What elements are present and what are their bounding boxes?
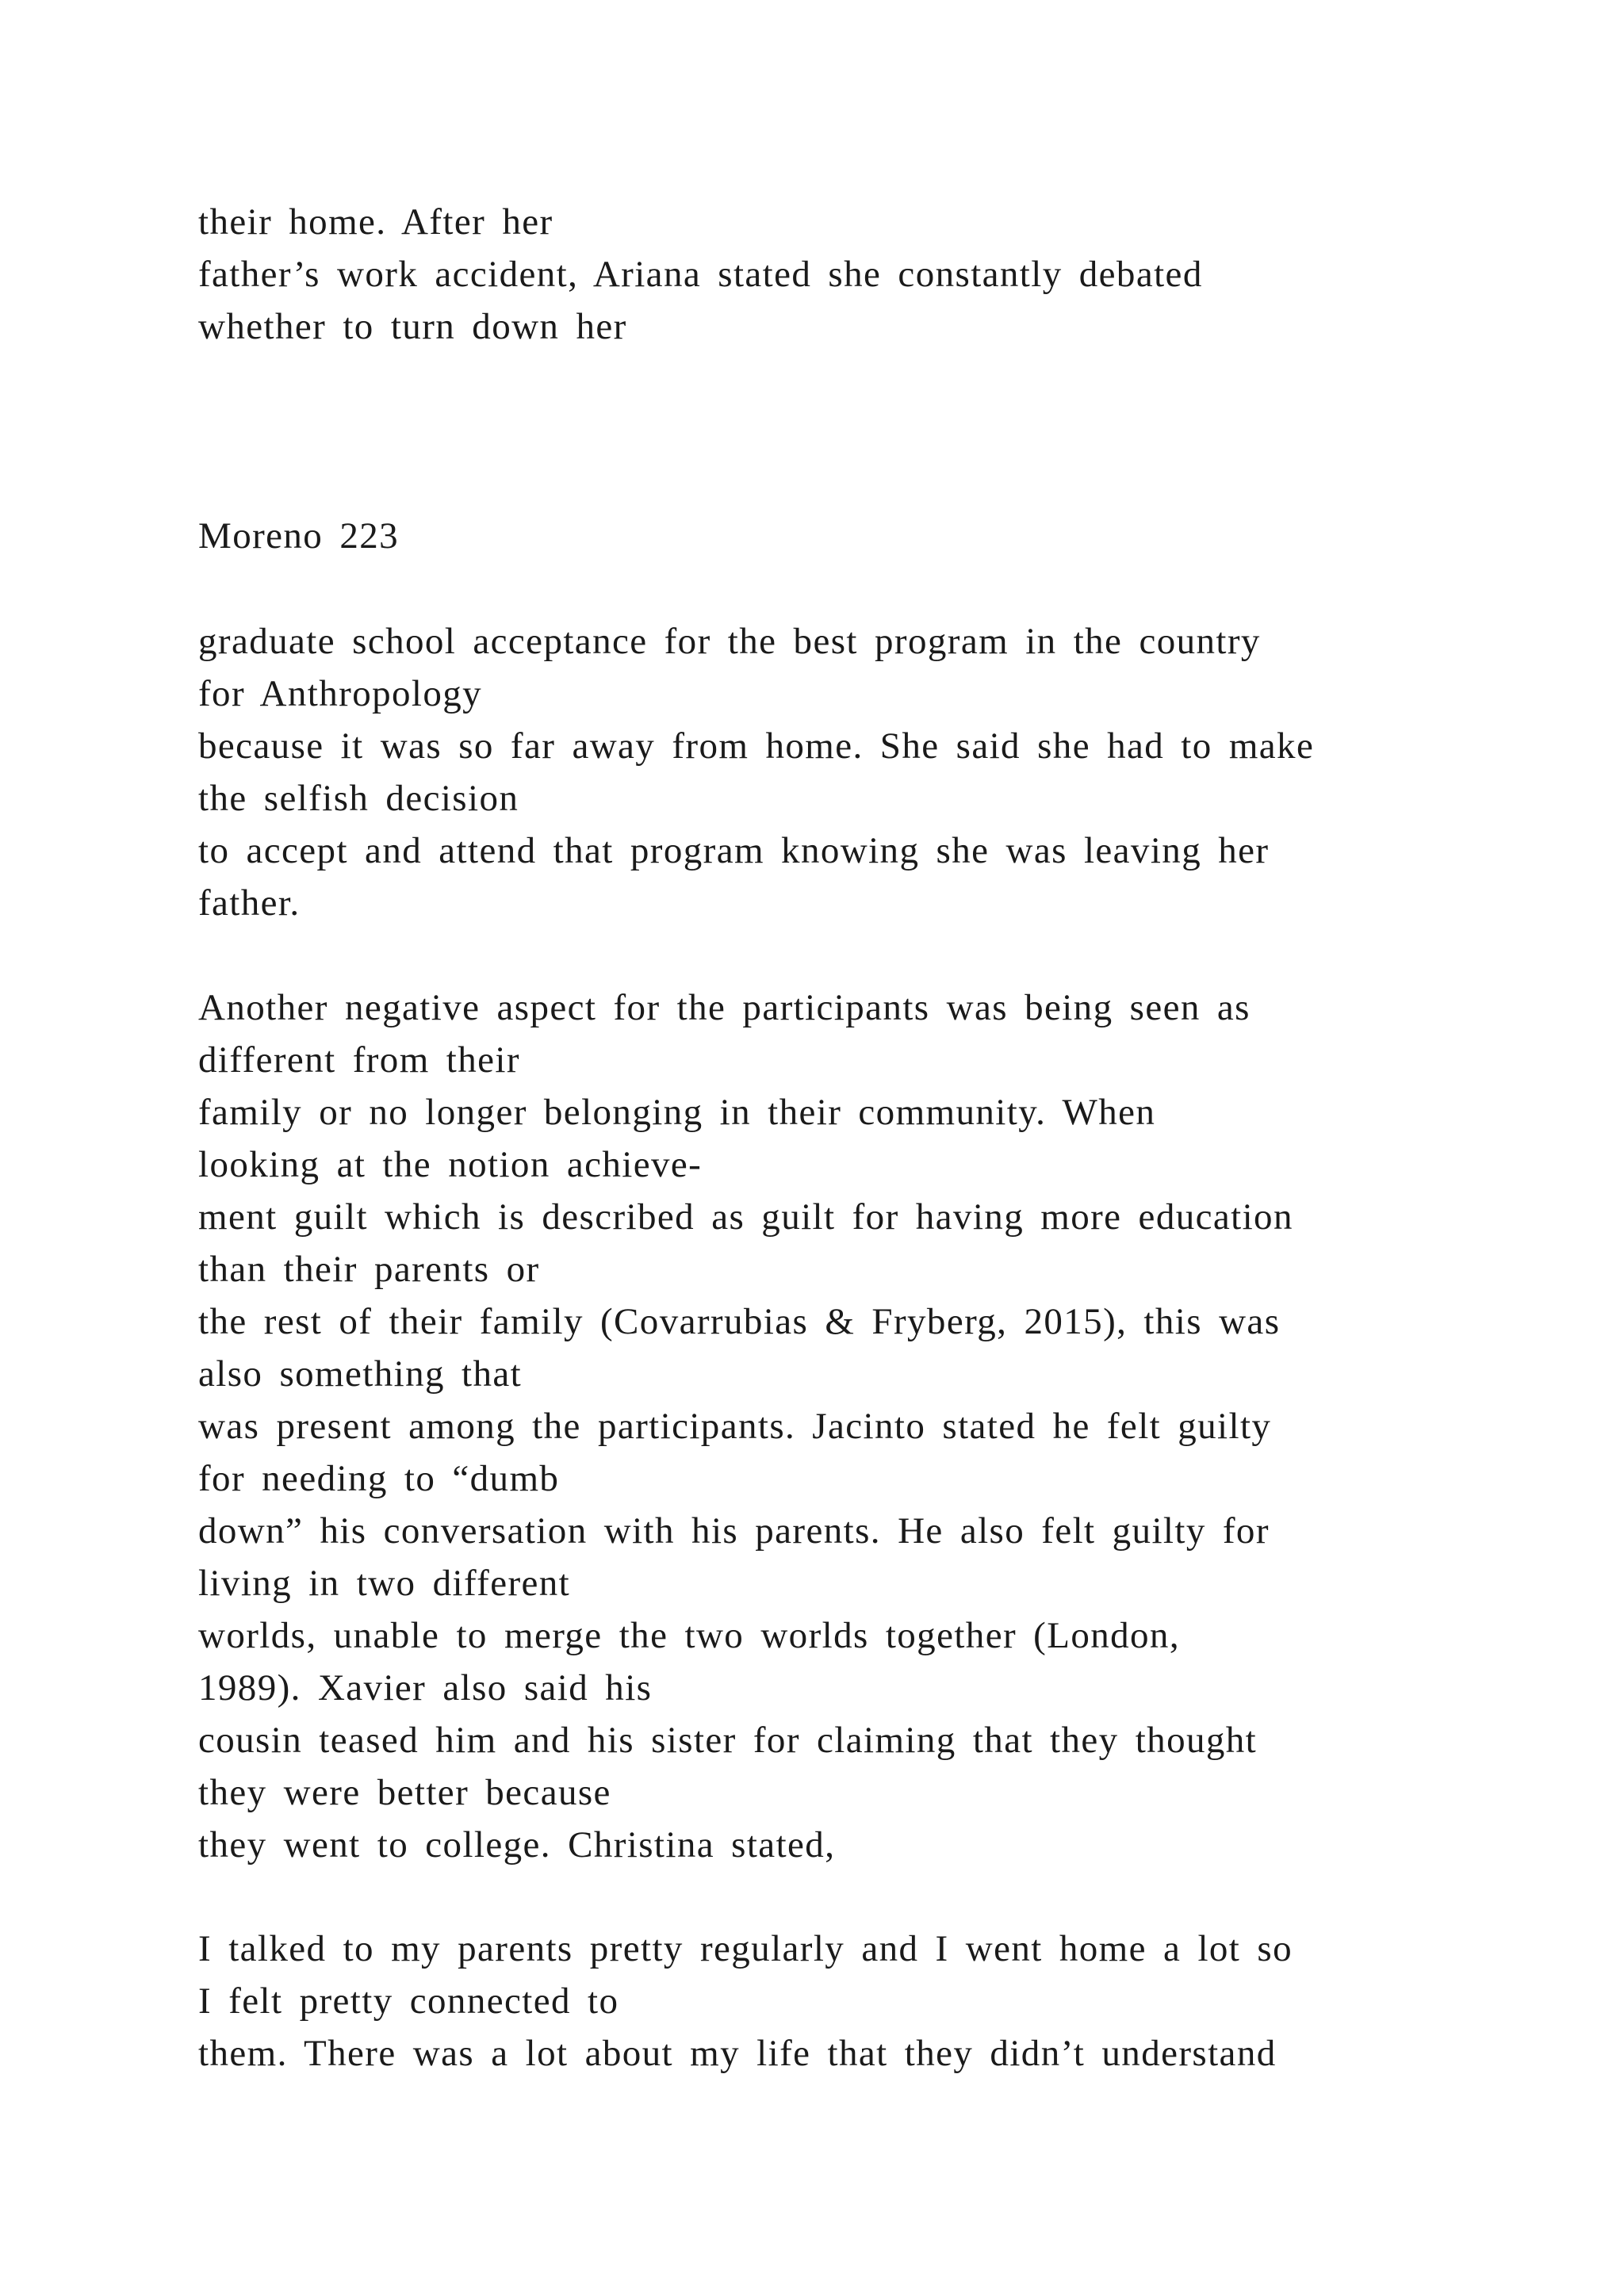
text-line: ment guilt which is described as guilt for having more education [198, 1196, 1293, 1238]
text-line: them. There was a lot about my life that they didn’t understand [198, 2033, 1277, 2074]
text-line: I talked to my parents pretty regularly and I went home a lot so [198, 1928, 1293, 1969]
text-line: father. [198, 882, 301, 924]
text-line: worlds, unable to merge the two worlds together (London, [198, 1615, 1180, 1656]
text-line: father’s work accident, Ariana stated she constantly debated [198, 254, 1203, 295]
text-line: different from their [198, 1039, 520, 1081]
text-line: they went to college. Christina stated, [198, 1824, 836, 1866]
text-line: living in two different [198, 1563, 571, 1604]
text-line: I felt pretty connected to [198, 1980, 619, 2022]
text-line: was present among the participants. Jacinto stated he felt guilty [198, 1406, 1272, 1447]
text-line: cousin teased him and his sister for claiming that they thought [198, 1720, 1258, 1761]
text-line: the rest of their family (Covarrubias & Fryberg, 2015), this was [198, 1301, 1281, 1342]
text-line: down” his conversation with his parents. He also felt guilty for [198, 1510, 1270, 1552]
text-line: for Anthropology [198, 673, 483, 714]
text-line: family or no longer belonging in their community. When [198, 1092, 1156, 1133]
running-header: Moreno 223 [198, 515, 400, 557]
text-line: Another negative aspect for the participants was being seen as [198, 987, 1251, 1028]
text-line: 1989). Xavier also said his [198, 1667, 653, 1709]
text-line: their home. After her [198, 201, 553, 243]
text-line: because it was so far away from home. She said she had to make [198, 725, 1315, 767]
text-line: for needing to “dumb [198, 1458, 560, 1499]
text-line: also something that [198, 1353, 523, 1395]
text-line: to accept and attend that program knowing she was leaving her [198, 830, 1270, 871]
text-line: whether to turn down her [198, 306, 627, 347]
text-line: the selfish decision [198, 778, 519, 819]
text-line: they were better because [198, 1772, 611, 1813]
text-line: than their parents or [198, 1249, 540, 1290]
text-line: looking at the notion achieve- [198, 1144, 703, 1185]
text-line: graduate school acceptance for the best program in the country [198, 621, 1261, 662]
